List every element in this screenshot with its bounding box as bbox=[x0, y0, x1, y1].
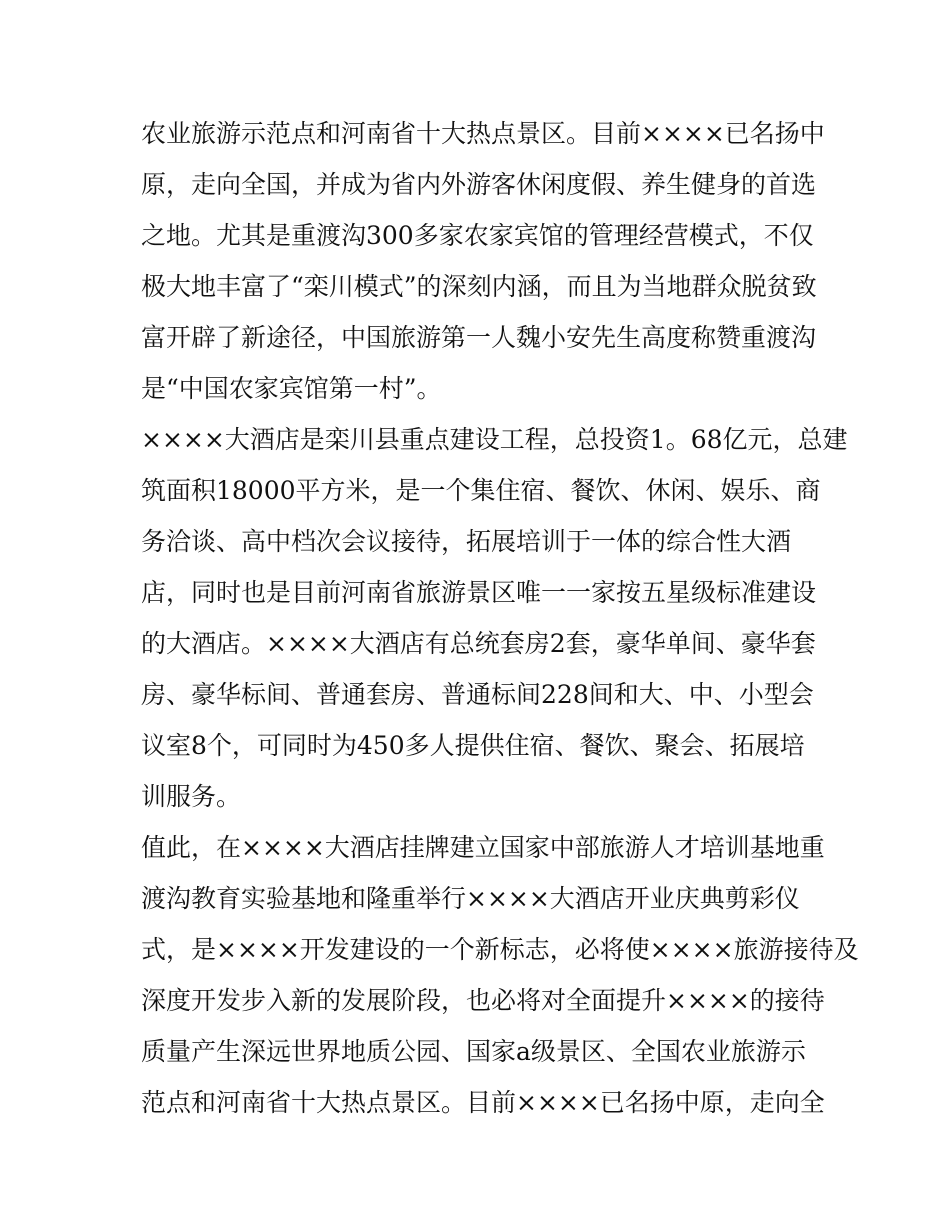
text-line: 式，是××××开发建设的一个新标志，必将使××××旅游接待及 bbox=[141, 935, 859, 964]
text-line: 的大酒店。××××大酒店有总统套房2套，豪华单间、豪华套 bbox=[141, 629, 816, 658]
text-line: 深度开发步入新的发展阶段，也必将对全面提升××××的接待 bbox=[141, 986, 825, 1015]
text-line: 原，走向全国，并成为省内外游客休闲度假、养生健身的首选 bbox=[141, 170, 817, 199]
text-line: 范点和河南省十大热点景区。目前××××已名扬中原，走向全 bbox=[141, 1088, 825, 1117]
text-line: 农业旅游示范点和河南省十大热点景区。目前××××已名扬中 bbox=[141, 119, 825, 148]
text-line: 极大地丰富了“栾川模式”的深刻内涵，而且为当地群众脱贫致 bbox=[141, 272, 817, 301]
text-line: 富开辟了新途径，中国旅游第一人魏小安先生高度称赞重渡沟 bbox=[141, 323, 817, 352]
body-text bbox=[141, 108, 859, 1128]
text-line: 店，同时也是目前河南省旅游景区唯一一家按五星级标准建设 bbox=[141, 578, 817, 607]
text-line: 训服务。 bbox=[141, 782, 242, 811]
text-line: 房、豪华标间、普通套房、普通标间228间和大、中、小型会 bbox=[141, 680, 814, 709]
text-line: 之地。尤其是重渡沟300多家农家宾馆的管理经营模式，不仅 bbox=[141, 221, 814, 250]
text-line: 质量产生深远世界地质公园、国家a级景区、全国农业旅游示 bbox=[141, 1037, 806, 1066]
text-line: ××××大酒店是栾川县重点建设工程，总投资1。68亿元，总建 bbox=[141, 425, 848, 454]
text-line: 议室8个，可同时为450多人提供住宿、餐饮、聚会、拓展培 bbox=[141, 731, 805, 760]
text-line: 值此，在××××大酒店挂牌建立国家中部旅游人才培训基地重 bbox=[141, 833, 825, 862]
text-line: 务洽谈、高中档次会议接待，拓展培训于一体的综合性大酒 bbox=[141, 527, 792, 556]
text-line: 是“中国农家宾馆第一村”。 bbox=[141, 374, 442, 403]
text-line: 筑面积18000平方米，是一个集住宿、餐饮、休闲、娱乐、商 bbox=[141, 476, 821, 505]
text-line: 渡沟教育实验基地和隆重举行××××大酒店开业庆典剪彩仪 bbox=[141, 884, 800, 913]
